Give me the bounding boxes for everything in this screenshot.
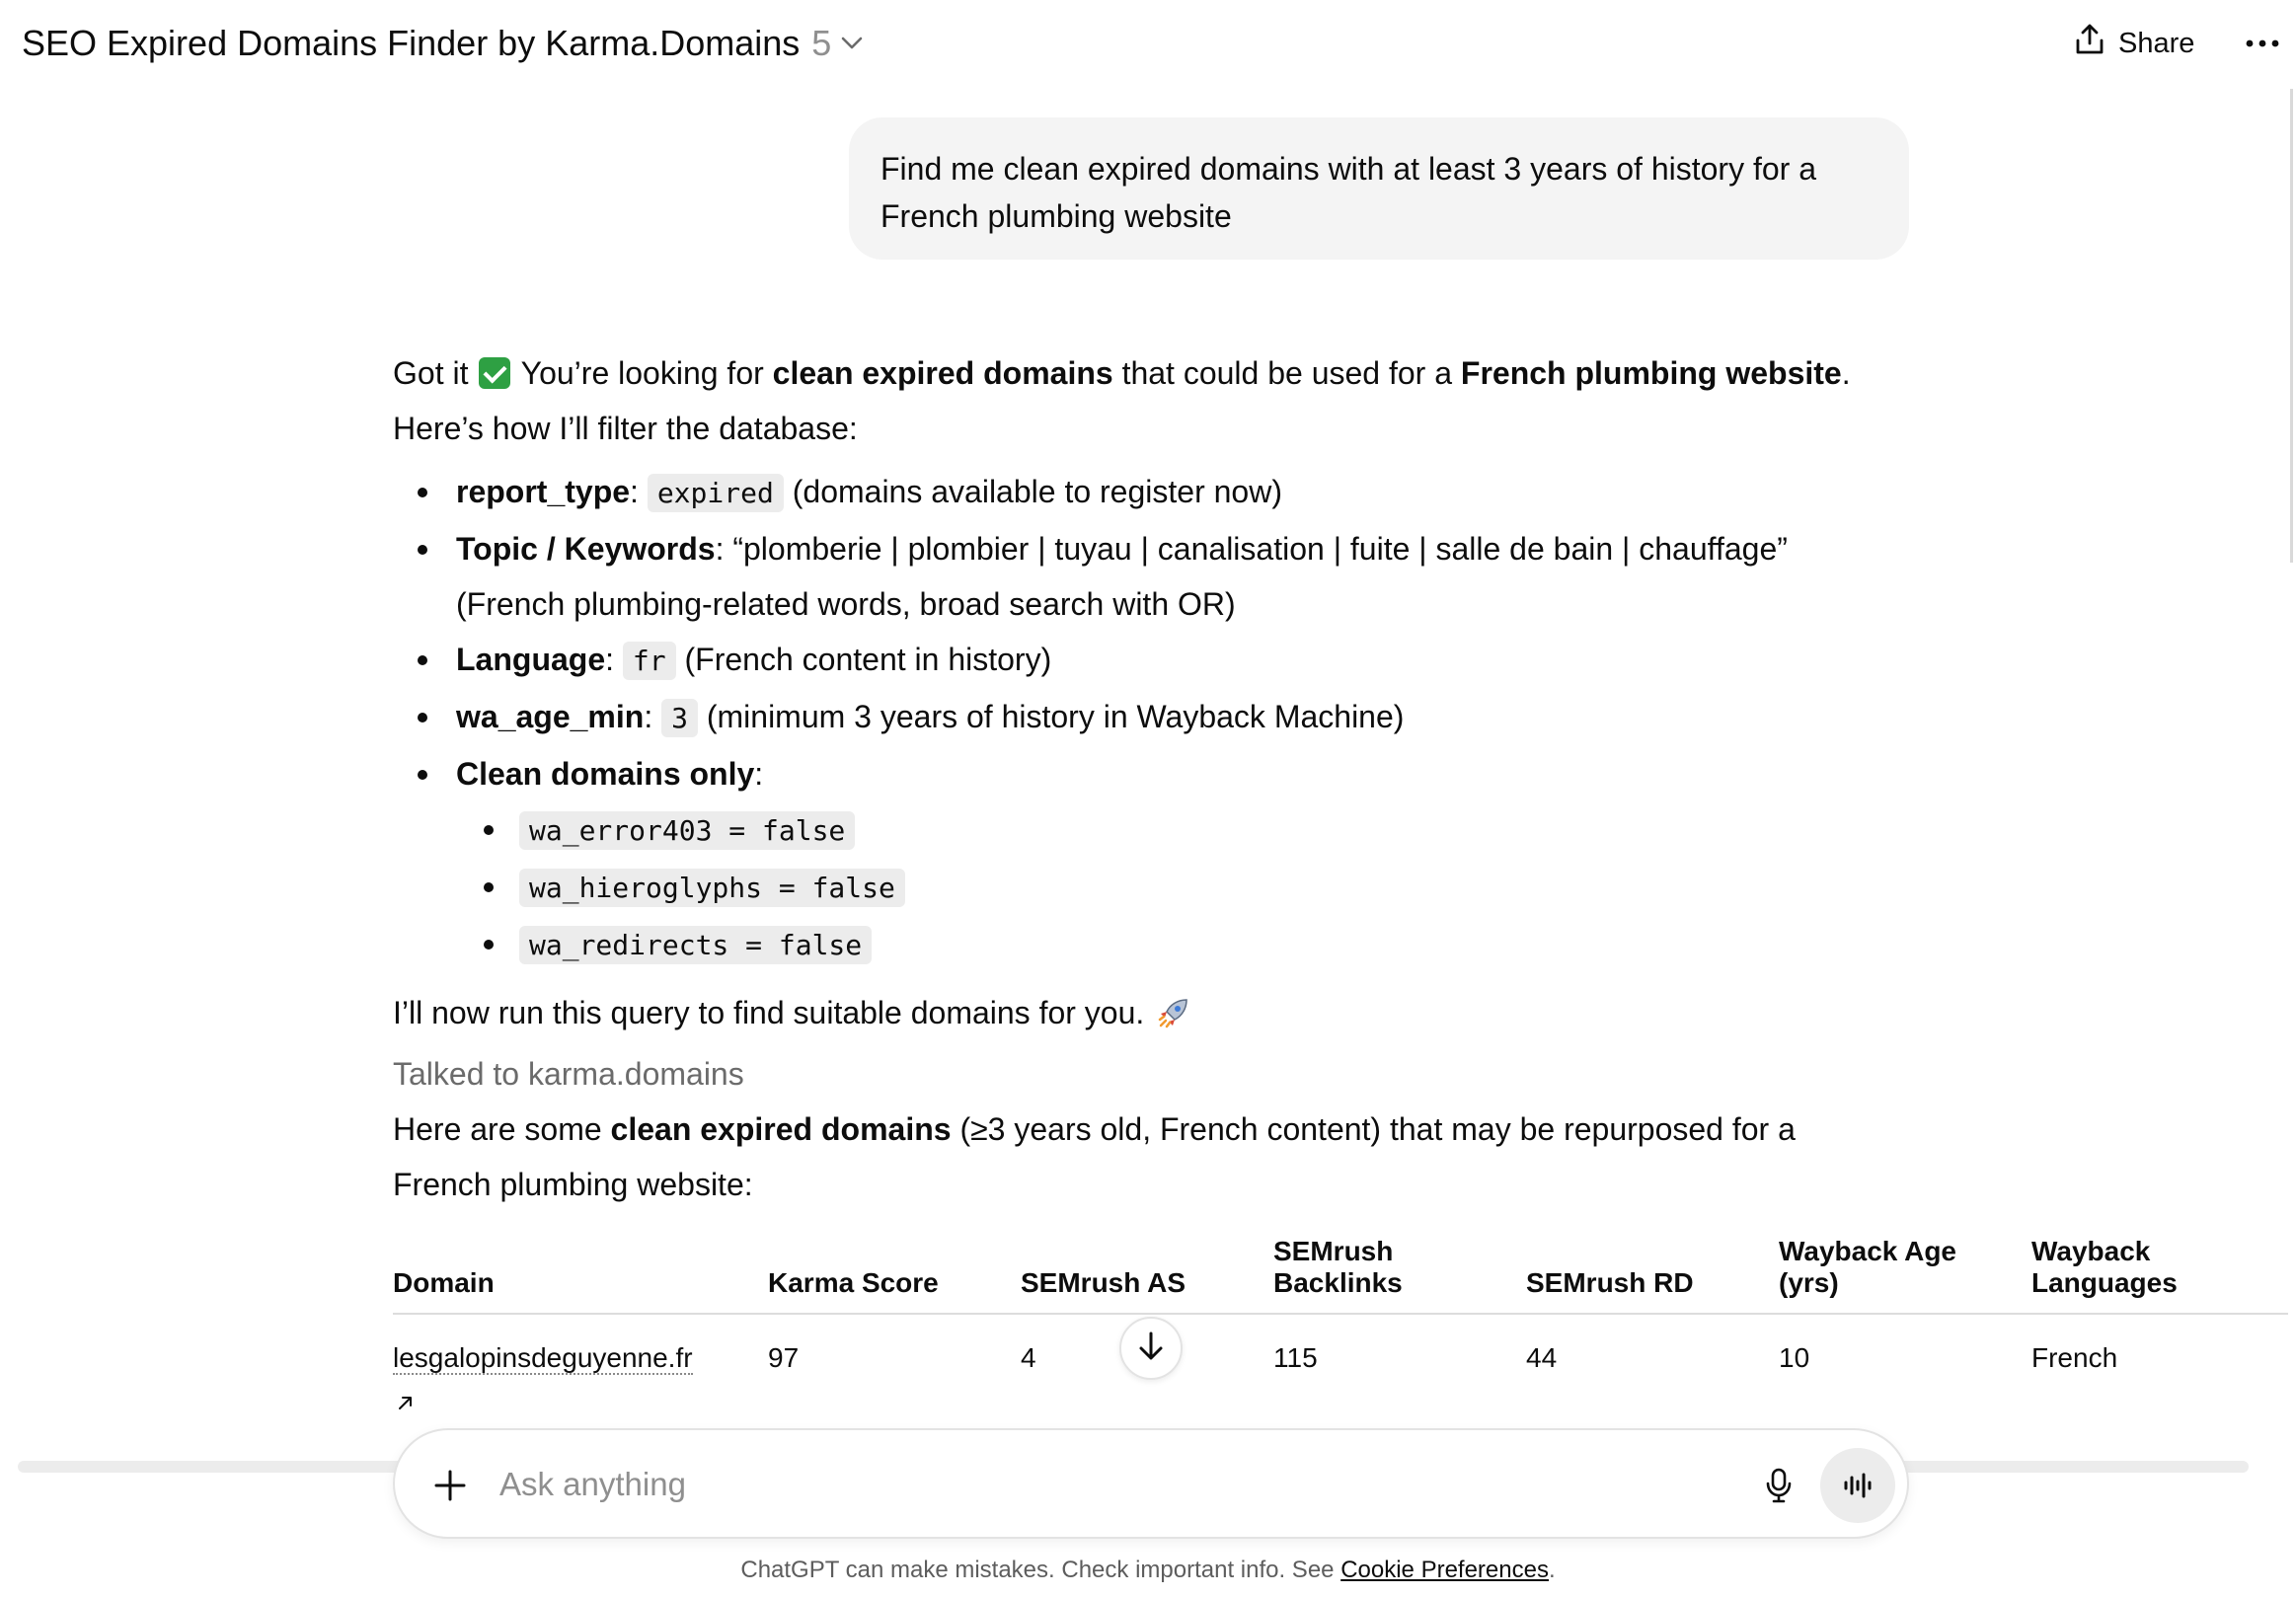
filter-text: (minimum 3 years of history in Wayback Machine): [697, 699, 1405, 734]
prompt-input[interactable]: [497, 1460, 1731, 1509]
col-header-wayback-age: [1779, 1236, 1956, 1299]
disclaimer-text: ChatGPT can make mistakes. Check important info. See: [740, 1557, 1341, 1583]
inline-code: fr: [623, 642, 676, 680]
filter-text: “plomberie | plombier | tuyau | canalisation | fuite | salle de bain | chauffage”: [732, 531, 1788, 567]
assistant-message: [393, 345, 1933, 1212]
intro-mid1: You’re looking for: [512, 355, 773, 391]
filter-key: Language: [456, 642, 606, 677]
header-text: SEMrush AS: [1021, 1267, 1186, 1298]
check-mark-icon: [479, 357, 510, 389]
header-text: Backlinks: [1273, 1267, 1403, 1298]
results-bold: clean expired domains: [610, 1111, 952, 1147]
inline-code: expired: [648, 474, 784, 512]
microphone-icon[interactable]: [1757, 1464, 1800, 1507]
filter-key: Topic / Keywords: [456, 531, 716, 567]
cell-karma-score: 97: [768, 1342, 800, 1373]
results-post: (≥3 years old, French content) that may be repurposed for a: [951, 1111, 1796, 1147]
external-link-arrow-icon[interactable]: [397, 1394, 415, 1416]
cell-wayback-languages: French: [2031, 1342, 2118, 1373]
intro-mid2: that could be used for a: [1112, 355, 1461, 391]
filter-list: [393, 464, 1933, 973]
intro-start: Got it: [393, 355, 469, 391]
list-item: [393, 464, 1933, 521]
inline-code: wa_error403 = false: [519, 811, 855, 850]
filter-key: Clean domains only: [456, 756, 755, 792]
header-text: (yrs): [1779, 1267, 1839, 1298]
rocket-icon: [1157, 991, 1190, 1046]
intro-end: .: [1841, 355, 1851, 391]
plus-icon[interactable]: [430, 1466, 470, 1505]
top-bar: [0, 0, 2296, 89]
domains-table: [393, 1232, 2288, 1394]
header-text: Wayback Age: [1779, 1236, 1956, 1266]
table-header: [393, 1232, 2288, 1315]
filter-sep: :: [644, 699, 662, 734]
list-item: [393, 689, 1933, 746]
results-line-2: French plumbing website:: [393, 1167, 753, 1202]
col-header-semrush-backlinks: [1273, 1236, 1403, 1299]
run-line-text: I’ll now run this query to find suitable domains for you.: [393, 995, 1145, 1030]
inline-code: wa_hieroglyphs = false: [519, 869, 905, 907]
scroll-to-bottom-button[interactable]: [1119, 1317, 1183, 1380]
header-text: Wayback: [2031, 1236, 2151, 1266]
cell-semrush-backlinks: 115: [1273, 1342, 1318, 1373]
gpt-version[interactable]: 5: [811, 23, 832, 63]
header-text: Domain: [393, 1267, 495, 1298]
composer: [393, 1428, 1909, 1539]
more-dots-icon[interactable]: [2243, 24, 2282, 63]
intro-bold1: clean expired domains: [772, 355, 1113, 391]
arrow-down-icon: [1137, 1331, 1165, 1367]
voice-waveform-icon[interactable]: [1820, 1448, 1895, 1523]
list-item: [393, 746, 1933, 973]
tool-call-label[interactable]: Talked to karma.domains: [393, 1056, 744, 1092]
clean-flags-list: [456, 801, 1933, 973]
cookie-preferences-link[interactable]: Cookie Preferences: [1340, 1557, 1549, 1583]
list-item: [393, 632, 1933, 689]
footer-disclaimer: [0, 1553, 2296, 1588]
cell-semrush-as: 4: [1021, 1342, 1036, 1373]
table-row: [393, 1315, 2288, 1394]
filter-key: wa_age_min: [456, 699, 645, 734]
inline-code: 3: [661, 699, 698, 737]
col-header-karma-score: [768, 1267, 939, 1299]
filter-text: (domains available to register now): [783, 474, 1282, 509]
inline-code: wa_redirects = false: [519, 926, 872, 964]
intro-line: [393, 345, 1933, 401]
filter-sep: :: [605, 642, 623, 677]
user-message-bubble: Find me clean expired domains with at least 3 years of history for a French plumbing website: [849, 117, 1909, 260]
cell-semrush-rd: 44: [1526, 1342, 1558, 1373]
results-pre: Here are some: [393, 1111, 611, 1147]
col-header-semrush-rd: [1526, 1267, 1694, 1299]
gpt-title[interactable]: SEO Expired Domains Finder by Karma.Domains: [22, 23, 801, 63]
cell-wayback-age: 10: [1779, 1342, 1810, 1373]
intro-line-2: Here’s how I’ll filter the database:: [393, 411, 858, 446]
results-line: [393, 1102, 1933, 1157]
header-text: SEMrush RD: [1526, 1267, 1694, 1298]
header-text: Languages: [2031, 1267, 2178, 1298]
chevron-down-icon[interactable]: [841, 37, 863, 50]
domain-link[interactable]: lesgalopinsdeguyenne.fr: [393, 1342, 693, 1373]
cell-domain: [393, 1340, 693, 1376]
share-upload-icon: [2075, 23, 2105, 64]
col-header-wayback-languages: [2031, 1236, 2178, 1299]
list-item: [456, 859, 1933, 916]
col-header-domain: [393, 1267, 495, 1299]
disclaimer-end: .: [1548, 1557, 1556, 1583]
filter-text-2: (French plumbing-related words, broad search with OR): [456, 586, 1236, 622]
gpt-title-menu[interactable]: [22, 22, 863, 65]
col-header-semrush-as: [1021, 1267, 1186, 1299]
list-item: [393, 521, 1933, 632]
list-item: [456, 916, 1933, 973]
filter-key: report_type: [456, 474, 631, 509]
header-text: Karma Score: [768, 1267, 939, 1298]
list-item: [456, 801, 1933, 859]
share-label: Share: [2118, 27, 2195, 59]
header-text: SEMrush: [1273, 1236, 1394, 1266]
filter-sep: :: [630, 474, 648, 509]
run-line: [393, 985, 1933, 1046]
page-scrollbar[interactable]: [2290, 89, 2293, 563]
filter-text: (French content in history): [675, 642, 1052, 677]
filter-sep: :: [754, 756, 764, 792]
intro-bold2: French plumbing website: [1460, 355, 1842, 391]
share-button[interactable]: [2075, 20, 2194, 67]
filter-sep: :: [715, 531, 733, 567]
